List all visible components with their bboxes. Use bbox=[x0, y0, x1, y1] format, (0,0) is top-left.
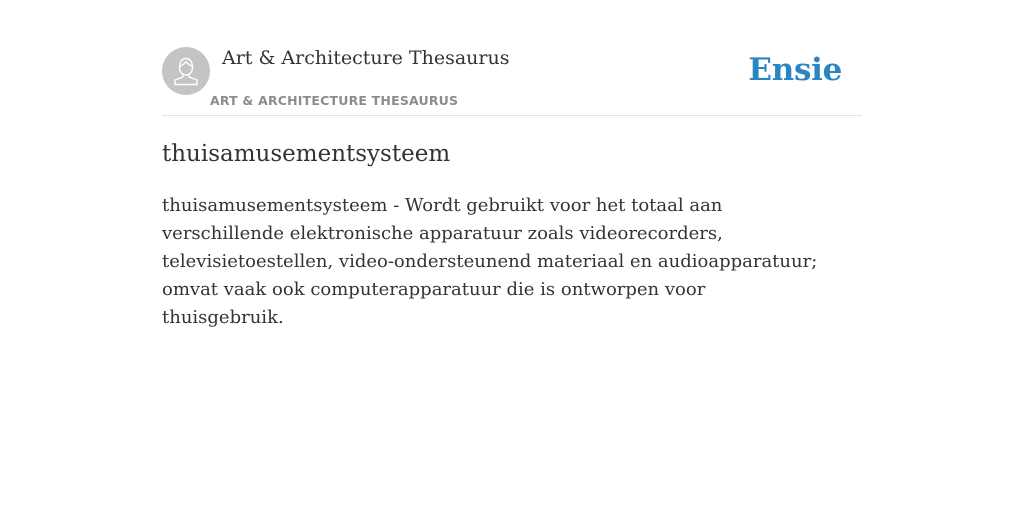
user-avatar-icon bbox=[162, 47, 210, 95]
page-content bbox=[162, 0, 862, 512]
term-definition: thuisamusementsysteem - Wordt gebruikt voor het totaal aan verschillende elektronische apparatuur zoals videorecorders, televisietoestellen, video-ondersteunend materiaal en audioapparatuur; omvat vaak ook computerapparatuur die is ontworpen voor thuisgebruik. bbox=[162, 195, 818, 328]
entry-header bbox=[162, 0, 862, 116]
author-avatar[interactable] bbox=[162, 47, 210, 95]
category-label[interactable]: ART & ARCHITECTURE THESAURUS bbox=[210, 93, 459, 108]
brand-logo[interactable]: Ensie bbox=[748, 52, 842, 88]
author-name-link[interactable]: Art & Architecture Thesaurus bbox=[222, 47, 510, 69]
term-title: thuisamusementsysteem bbox=[162, 141, 451, 167]
